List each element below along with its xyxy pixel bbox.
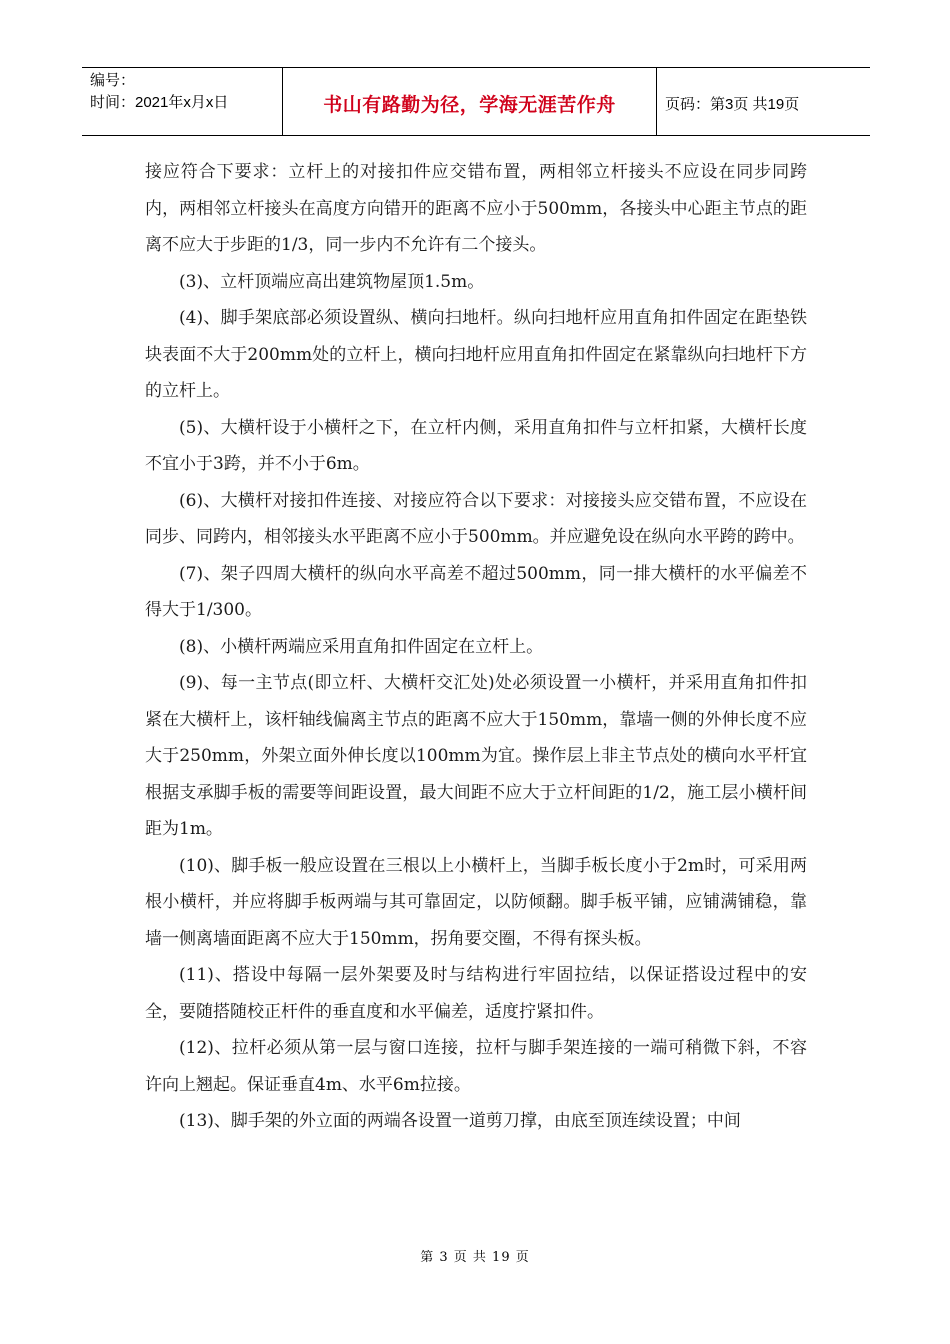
page-footer: 第 3 页 共 19 页 (420, 1250, 530, 1265)
document-number-label: 编号： (90, 72, 136, 89)
body-paragraph: (13)、脚手架的外立面的两端各设置一道剪刀撑，由底至顶连续设置；中间 (179, 1111, 741, 1131)
body-paragraph: (5)、大横杆设于小横杆之下，在立杆内侧，采用直角扣件与立杆扣紧，大横杆长度不宜小于3跨，并不小于6m。 (145, 417, 807, 474)
body-paragraph: (3)、立杆顶端应高出建筑物屋顶1.5m。 (179, 271, 485, 292)
page-header (82, 67, 870, 136)
body-paragraph: (6)、大横杆对接扣件连接、对接应符合以下要求：对接接头应交错布置，不应设在同步、同跨内，相邻接头水平距离不应小于500mm。并应避免设在纵向水平跨的跨中。 (145, 490, 807, 547)
document-body (145, 154, 807, 1140)
body-paragraph: (10)、脚手板一般应设置在三根以上小横杆上，当脚手板长度小于2m时，可采用两根小横杆，并应将脚手板两端与其可靠固定，以防倾翻。脚手板平铺，应铺满铺稳，靠墙一侧离墙面距离不应大于150mm，拐角要交圈，不得有探头板。 (145, 855, 807, 949)
header-motto: 书山有路勤为径，学海无涯苦作舟 (282, 68, 657, 135)
body-paragraph: (11)、搭设中每隔一层外架要及时与结构进行牢固拉结，以保证搭设过程中的安全，要随搭随校正杆件的垂直度和水平偏差，适度拧紧扣件。 (145, 965, 807, 1022)
body-paragraph: (7)、架子四周大横杆的纵向水平高差不超过500mm，同一排大横杆的水平偏差不得大于1/300。 (145, 563, 807, 620)
header-page-info: 页码：第3页 共19页 (665, 96, 800, 113)
body-paragraph: (12)、拉杆必须从第一层与窗口连接，拉杆与脚手架连接的一端可稍微下斜，不容许向上翘起。保证垂直4m、水平6m拉接。 (145, 1038, 807, 1095)
document-time-label: 时间：2021年x月x日 (90, 94, 229, 111)
body-paragraph: 接应符合下要求：立杆上的对接扣件应交错布置，两相邻立杆接头不应设在同步同跨内，两相邻立杆接头在高度方向错开的距离不应小于500mm，各接头中心距主节点的距离不应大于步距的1/3，同一步内不允许有二个接头。 (145, 162, 807, 255)
header-left-cell (82, 68, 282, 135)
body-paragraph: (8)、小横杆两端应采用直角扣件固定在立杆上。 (179, 636, 544, 657)
body-paragraph: (9)、每一主节点(即立杆、大横杆交汇处)处必须设置一小横杆，并采用直角扣件扣紧在大横杆上，该杆轴线偏离主节点的距离不应大于150mm，靠墙一侧的外伸长度不应大于250mm，外架立面外伸长度以100mm为宜。操作层上非主节点处的横向水平杆宜根据支承脚手板的需要等间距设置，最大间距不应大于立杆间距的1/2，施工层小横杆间距为1m。 (145, 673, 807, 839)
body-paragraph: (4)、脚手架底部必须设置纵、横向扫地杆。纵向扫地杆应用直角扣件固定在距垫铁块表面不大于200mm处的立杆上，横向扫地杆应用直角扣件固定在紧靠纵向扫地杆下方的立杆上。 (145, 308, 807, 401)
